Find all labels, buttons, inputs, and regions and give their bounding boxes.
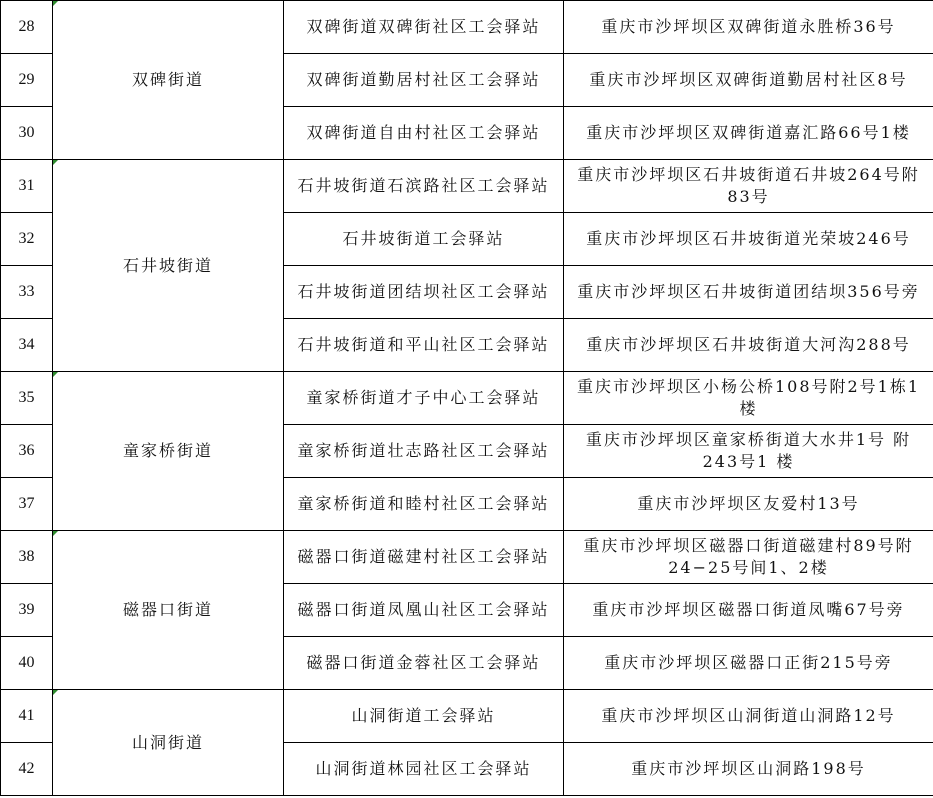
row-number: 37 <box>1 478 53 531</box>
station-name: 磁器口街道凤凰山社区工会驿站 <box>284 584 564 637</box>
green-corner-marker <box>53 690 58 695</box>
station-address: 重庆市沙坪坝区童家桥街道大水井1号 附243号1 楼 <box>564 425 933 478</box>
station-name: 双碑街道勤居村社区工会驿站 <box>284 54 564 107</box>
table-body <box>1 1 933 796</box>
street-cell <box>53 1 284 160</box>
table-row <box>1 690 933 743</box>
table-row <box>1 372 933 425</box>
station-name: 石井坡街道和平山社区工会驿站 <box>284 319 564 372</box>
street-name: 磁器口街道 <box>122 600 213 619</box>
table-row <box>1 160 933 213</box>
station-name: 童家桥街道才子中心工会驿站 <box>284 372 564 425</box>
station-name: 磁器口街道金蓉社区工会驿站 <box>284 637 564 690</box>
station-address: 重庆市沙坪坝区山洞路198号 <box>564 743 933 796</box>
station-name: 山洞街道工会驿站 <box>284 690 564 743</box>
table-row <box>1 1 933 54</box>
green-corner-marker <box>53 160 58 165</box>
station-address: 重庆市沙坪坝区石井坡街道光荣坡246号 <box>564 213 933 266</box>
station-address: 重庆市沙坪坝区双碑街道嘉汇路66号1楼 <box>564 107 933 160</box>
station-name: 童家桥街道和睦村社区工会驿站 <box>284 478 564 531</box>
row-number: 36 <box>1 425 53 478</box>
row-number: 35 <box>1 372 53 425</box>
street-cell <box>53 160 284 372</box>
street-name: 童家桥街道 <box>122 441 213 460</box>
row-number: 41 <box>1 690 53 743</box>
row-number: 30 <box>1 107 53 160</box>
station-address: 重庆市沙坪坝区山洞街道山洞路12号 <box>564 690 933 743</box>
row-number: 40 <box>1 637 53 690</box>
station-name: 童家桥街道壮志路社区工会驿站 <box>284 425 564 478</box>
station-name: 山洞街道林园社区工会驿站 <box>284 743 564 796</box>
station-name: 石井坡街道工会驿站 <box>284 213 564 266</box>
green-corner-marker <box>53 1 58 6</box>
street-name: 双碑街道 <box>131 70 204 89</box>
row-number: 39 <box>1 584 53 637</box>
row-number: 32 <box>1 213 53 266</box>
station-name: 石井坡街道团结坝社区工会驿站 <box>284 266 564 319</box>
station-address: 重庆市沙坪坝区友爱村13号 <box>564 478 933 531</box>
station-address: 重庆市沙坪坝区双碑街道勤居村社区8号 <box>564 54 933 107</box>
row-number: 29 <box>1 54 53 107</box>
street-name: 石井坡街道 <box>122 255 213 275</box>
street-cell <box>53 372 284 531</box>
station-name: 石井坡街道石滨路社区工会驿站 <box>284 160 564 213</box>
station-address: 重庆市沙坪坝区磁器口街道磁建村89号附24−25号间1、2楼 <box>564 531 933 584</box>
green-corner-marker <box>53 372 58 377</box>
row-number: 42 <box>1 743 53 796</box>
street-cell <box>53 531 284 690</box>
row-number: 34 <box>1 319 53 372</box>
station-address: 重庆市沙坪坝区磁器口街道凤嘴67号旁 <box>564 584 933 637</box>
row-number: 28 <box>1 1 53 54</box>
station-address: 重庆市沙坪坝区小杨公桥108号附2号1栋1楼 <box>564 372 933 425</box>
station-name: 双碑街道双碑街社区工会驿站 <box>284 1 564 54</box>
station-address: 重庆市沙坪坝区石井坡街道石井坡264号附83号 <box>564 160 933 213</box>
row-number: 31 <box>1 160 53 213</box>
station-address: 重庆市沙坪坝区石井坡街道团结坝356号旁 <box>564 266 933 319</box>
row-number: 38 <box>1 531 53 584</box>
station-address: 重庆市沙坪坝区石井坡街道大河沟288号 <box>564 319 933 372</box>
street-cell <box>53 690 284 796</box>
row-number: 33 <box>1 266 53 319</box>
table-row <box>1 531 933 584</box>
street-name: 山洞街道 <box>131 732 204 752</box>
station-name: 磁器口街道磁建村社区工会驿站 <box>284 531 564 584</box>
station-address: 重庆市沙坪坝区双碑街道永胜桥36号 <box>564 1 933 54</box>
station-address: 重庆市沙坪坝区磁器口正街215号旁 <box>564 637 933 690</box>
station-name: 双碑街道自由村社区工会驿站 <box>284 107 564 160</box>
green-corner-marker <box>53 531 58 536</box>
